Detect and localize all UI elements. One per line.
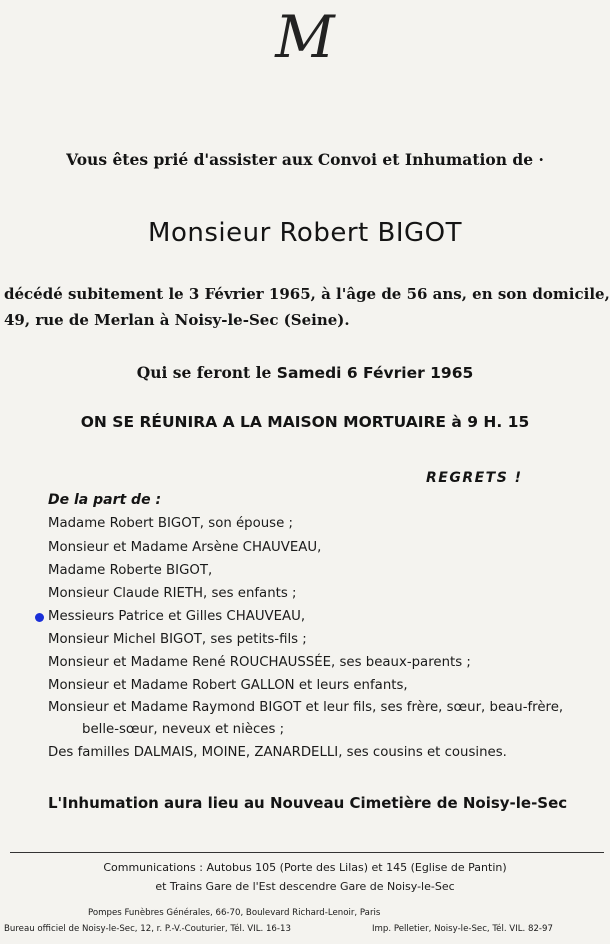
invitation-text: Vous êtes prié d'assister aux Convoi et Inhumation de · — [66, 150, 544, 169]
gathering-notice: ON SE RÉUNIRA A LA MAISON MORTUAIRE à 9 H. 15 — [80, 413, 530, 431]
family-line: Monsieur et Madame René ROUCHAUSSÉE, ses beaux-parents ; — [48, 655, 471, 670]
printer-line: Imp. Pelletier, Noisy-le-Sec, Tél. VIL. 82-97 — [372, 924, 553, 934]
family-line: Monsieur et Madame Arsène CHAUVEAU, — [48, 540, 322, 555]
pompes-funebres-line: Pompes Funèbres Générales, 66-70, Boulevard Richard-Lenoir, Paris — [88, 908, 381, 918]
family-line: Monsieur et Madame Robert GALLON et leurs enfants, — [48, 678, 408, 693]
death-notice-line-2: 49, rue de Merlan à Noisy-le-Sec (Seine). — [4, 311, 350, 329]
communications-line-1: Communications : Autobus 105 (Porte des Lilas) et 145 (Eglise de Pantin) — [103, 861, 507, 874]
regrets-note: REGRETS ! — [426, 470, 523, 486]
blue-dot-mark — [35, 613, 44, 622]
from-label: De la part de : — [48, 492, 162, 508]
family-line: Monsieur Claude RIETH, ses enfants ; — [48, 586, 297, 601]
family-line: Messieurs Patrice et Gilles CHAUVEAU, — [48, 609, 306, 624]
communications-line-2: et Trains Gare de l'Est descendre Gare de Noisy-le-Sec — [155, 880, 455, 893]
bureau-officiel-line: Bureau officiel de Noisy-le-Sec, 12, r. P.-V.-Couturier, Tél. VIL. 16-13 — [4, 924, 291, 934]
family-line: Monsieur Michel BIGOT, ses petits-fils ; — [48, 632, 307, 647]
deceased-name: Monsieur Robert BIGOT — [148, 218, 462, 248]
family-line: Monsieur et Madame Raymond BIGOT et leur fils, ses frère, sœur, beau-frère, — [48, 700, 564, 715]
monogram: M — [275, 3, 335, 71]
family-line: belle-sœur, neveux et nièces ; — [82, 722, 285, 737]
funeral-date-line — [0, 363, 610, 382]
family-line: Madame Roberte BIGOT, — [48, 563, 213, 578]
funeral-prefix: Qui se feront le — [136, 363, 272, 382]
funeral-date: Samedi 6 Février 1965 — [276, 364, 474, 382]
divider — [10, 852, 604, 853]
burial-notice: L'Inhumation aura lieu au Nouveau Cimetière de Noisy-le-Sec — [48, 794, 568, 812]
family-line: Madame Robert BIGOT, son épouse ; — [48, 516, 293, 531]
family-line: Des familles DALMAIS, MOINE, ZANARDELLI, ses cousins et cousines. — [48, 745, 507, 760]
death-notice-line-1: décédé subitement le 3 Février 1965, à l'âge de 56 ans, en son domicile, — [4, 285, 610, 303]
